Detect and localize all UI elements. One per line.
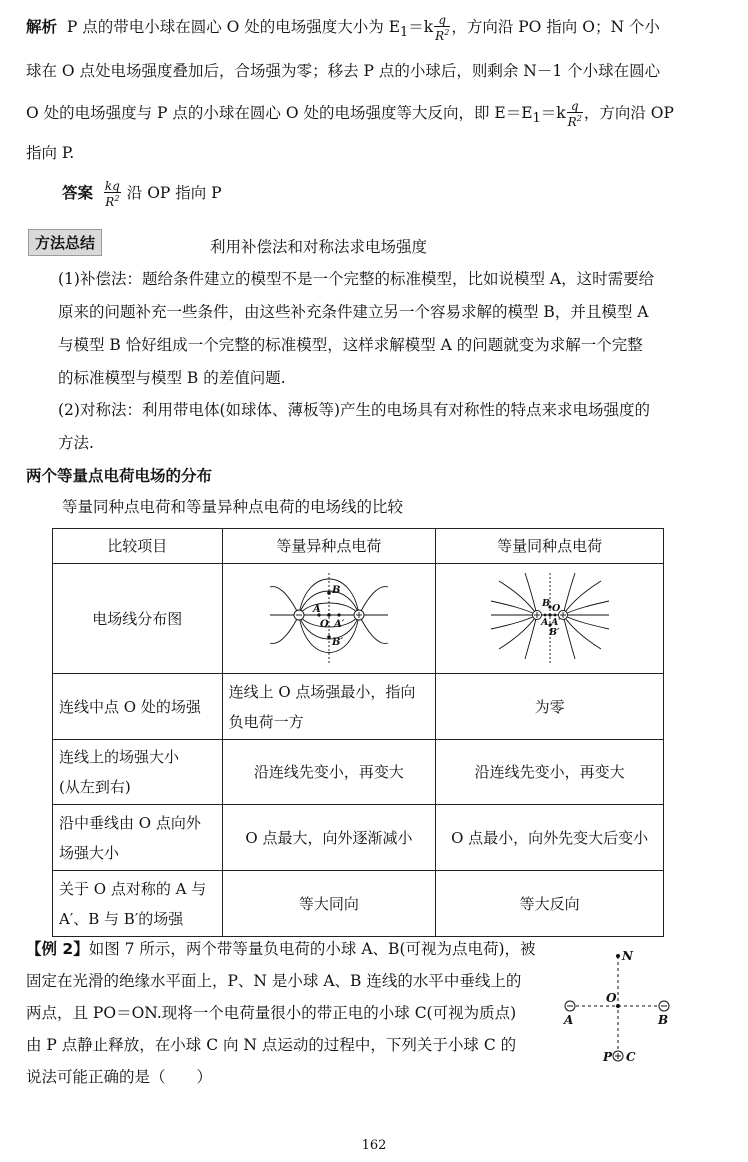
- method-p3: 与模型 B 恰好组成一个完整的标准模型，这样求解模型 A 的问题就变为求解一个完整: [58, 336, 643, 354]
- analysis-line-4: 指向 P.: [26, 144, 75, 162]
- analysis-text-3b: ，方向沿 OP: [583, 104, 674, 122]
- section-heading: 两个等量点电荷电场的分布: [26, 467, 213, 485]
- table-cell-same: 为零: [436, 674, 664, 740]
- answer-fraction: $\frac{kq}{R^2}$: [104, 179, 120, 209]
- same-label-O: O: [551, 602, 560, 614]
- method-title: 利用补偿法和对称法求电场强度: [210, 238, 428, 256]
- table-cell-same: O 点最小，向外先变大后变小: [436, 805, 664, 871]
- opposite-charges-field-diagram: [264, 569, 394, 669]
- section-subheading: 等量同种点电荷和等量异种点电荷的电场线的比较: [62, 498, 404, 516]
- table-header-cell: 等量同种点电荷: [436, 529, 664, 564]
- method-p4: 的标准模型与模型 B 的差值问题.: [58, 369, 286, 387]
- table-header-cell: 等量异种点电荷: [222, 529, 436, 564]
- fig-label-P: P: [603, 1050, 613, 1064]
- table-header-row: [53, 529, 664, 564]
- table-cell-opposite: 沿连线先变小，再变大: [222, 740, 436, 805]
- table-row: [53, 805, 664, 871]
- method-tag: 方法总结: [28, 229, 102, 256]
- same-label-B: B: [541, 597, 550, 609]
- analysis-text-1b: ，方向沿 PO 指向 O；N 个小: [451, 18, 660, 36]
- analysis-fraction-3: $\frac{q}{R^2}$: [567, 99, 582, 129]
- table-cell-opposite: 等大同向: [222, 871, 436, 937]
- example-line-1: [26, 938, 536, 960]
- analysis-label: 解析: [26, 18, 58, 36]
- table-row-diagram: [53, 564, 664, 674]
- example-line-3: 两点，且 PO＝ON.现将一个电荷量很小的带正电的小球 C(可视为质点): [26, 1004, 517, 1022]
- table-cell-label: 电场线分布图: [53, 564, 223, 674]
- analysis-text-3a: O 处的电场强度与 P 点的小球在圆心 O 处的电场强度等大反向，即 E＝E: [26, 104, 533, 122]
- method-p1: (1)补偿法：题给条件建立的模型不是一个完整的标准模型，比如说模型 A，这时需要给: [58, 270, 655, 288]
- same-charges-field-diagram: [485, 569, 615, 669]
- analysis-fraction-1: $\frac{q}{R^2}$: [435, 13, 450, 43]
- example-text-1: 如图 7 所示，两个带等量负电荷的小球 A、B(可视为点电荷)，被: [88, 940, 536, 958]
- fig-label-A: A: [564, 1013, 574, 1027]
- same-label-A-prime: A′: [550, 616, 561, 628]
- table-cell-same: 等大反向: [436, 871, 664, 937]
- answer-line: [62, 180, 222, 208]
- analysis-line-2: 球在 O 点处电场强度叠加后，合场强为零；移去 P 点的小球后，则剩余 N－1 个小球在圆心: [26, 62, 661, 80]
- table-cell-opposite-diagram: [222, 564, 436, 674]
- comparison-table: [52, 528, 664, 937]
- analysis-sub-3: 1: [532, 111, 541, 127]
- analysis-eq-3: ＝k: [540, 104, 566, 122]
- method-p6: 方法.: [58, 434, 94, 452]
- table-cell-label: 连线上的场强大小 (从左到右): [53, 740, 223, 805]
- table-cell-same: 沿连线先变小，再变大: [436, 740, 664, 805]
- example-tag: 【例 2】: [26, 940, 89, 958]
- fig-label-B: B: [658, 1013, 669, 1027]
- table-cell-opposite: 连线上 O 点场强最小，指向 负电荷一方: [222, 674, 436, 740]
- example-line-5: 说法可能正确的是（ ）: [26, 1068, 213, 1086]
- opposite-label-O: O: [319, 618, 329, 630]
- table-cell-label: 沿中垂线由 O 点向外 场强大小: [53, 805, 223, 871]
- table-cell-label: 连线中点 O 处的场强: [53, 674, 223, 740]
- opposite-label-A: A: [312, 603, 321, 615]
- analysis-line-1: [26, 14, 660, 44]
- answer-text: 沿 OP 指向 P: [126, 184, 222, 202]
- fig-label-C: C: [626, 1050, 636, 1064]
- example-line-2: 固定在光滑的绝缘水平面上，P、N 是小球 A、B 连线的水平中垂线上的: [26, 972, 522, 990]
- example-figure: [556, 944, 686, 1074]
- table-cell-label: 关于 O 点对称的 A 与 A′、B 与 B′的场强: [53, 871, 223, 937]
- method-p2: 原来的问题补充一些条件，由这些补充条件建立另一个容易求解的模型 B，并且模型 A: [58, 303, 649, 321]
- opposite-label-A-prime: A′: [333, 618, 345, 630]
- method-p5: (2)对称法：利用带电体(如球体、薄板等)产生的电场具有对称性的特点来求电场强度的: [58, 401, 651, 419]
- table-cell-opposite: O 点最大，向外逐渐减小: [222, 805, 436, 871]
- table-row: [53, 740, 664, 805]
- table-cell-same-diagram: [436, 564, 664, 674]
- analysis-line-3: [26, 100, 674, 130]
- analysis-eq-1: ＝k: [408, 18, 434, 36]
- answer-label: 答案: [62, 184, 94, 202]
- page-number: 162: [361, 1138, 387, 1153]
- analysis-text-1a: P 点的带电小球在圆心 O 处的电场强度大小为 E: [66, 18, 401, 36]
- opposite-label-B: B: [331, 584, 341, 596]
- same-label-B-prime: B′: [548, 626, 560, 638]
- example-line-4: 由 P 点静止释放，在小球 C 向 N 点运动的过程中，下列关于小球 C 的: [26, 1036, 517, 1054]
- table-row: [53, 871, 664, 937]
- table-row: [53, 674, 664, 740]
- opposite-label-B-prime: B′: [331, 636, 344, 648]
- table-header-cell: 比较项目: [53, 529, 223, 564]
- same-label-A: A: [540, 616, 549, 628]
- fig-label-N: N: [622, 949, 633, 963]
- analysis-sub-1: 1: [400, 25, 409, 41]
- fig-label-O: O: [606, 991, 617, 1005]
